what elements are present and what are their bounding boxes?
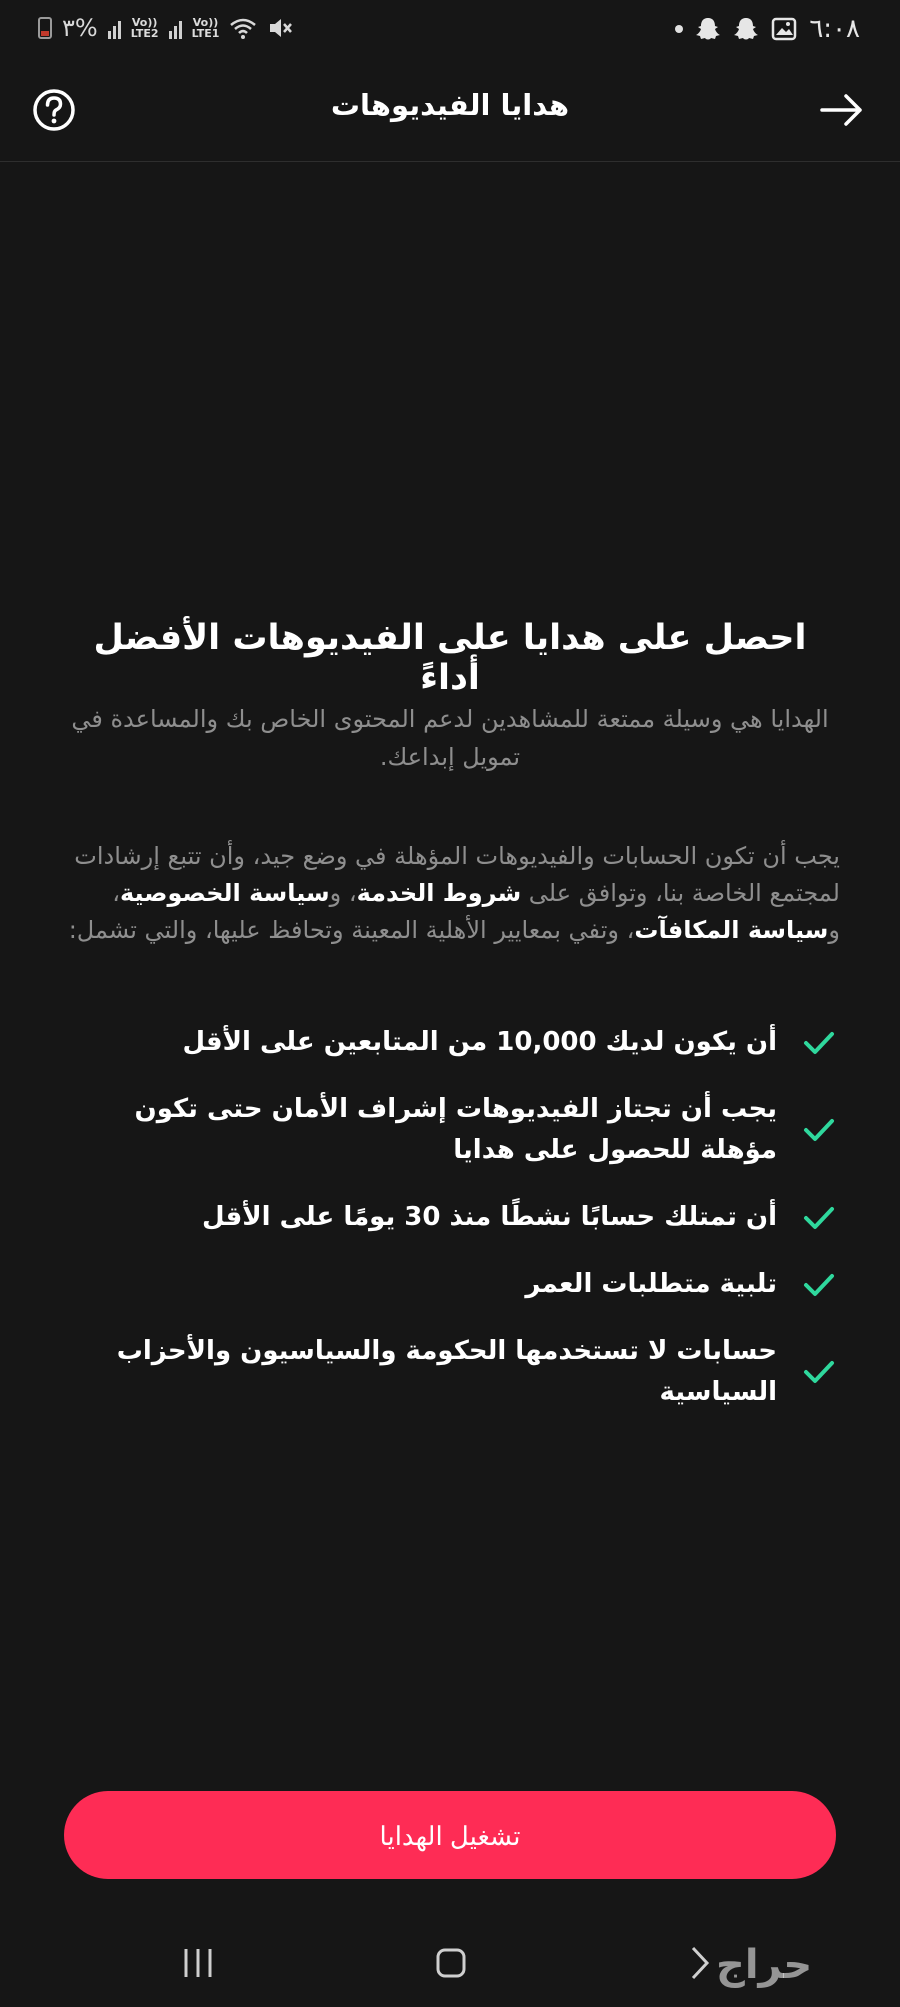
requirement-text: حسابات لا تستخدمها الحكومة والسياسيون والأحزاب السياسية: [116, 1336, 777, 1407]
mute-icon: [267, 16, 293, 40]
terms-separator: ، و: [329, 879, 357, 907]
arrow-right-icon: [818, 88, 866, 132]
notification-dot-icon: [675, 25, 683, 33]
check-icon: [803, 1030, 835, 1056]
status-bar: [0, 0, 900, 60]
terms-separator: ، و: [112, 879, 840, 944]
privacy-policy-link[interactable]: سياسة الخصوصية: [119, 879, 330, 907]
requirement-item: [60, 1089, 835, 1171]
requirement-item: [60, 1197, 835, 1238]
requirement-text: أن يكون لديك 10,000 من المتابعين على الأقل: [182, 1027, 777, 1057]
nav-back-icon[interactable]: [690, 1945, 710, 1981]
home-icon[interactable]: [435, 1947, 467, 1979]
check-icon: [803, 1117, 835, 1143]
rewards-policy-link[interactable]: سياسة المكافآت: [634, 916, 829, 944]
snapchat-icon: [695, 16, 721, 42]
requirement-text: تلبية متطلبات العمر: [525, 1269, 777, 1299]
back-button[interactable]: [818, 88, 866, 132]
status-left: [38, 14, 293, 42]
status-right: [675, 14, 860, 44]
status-time: ٦:٠٨: [809, 14, 860, 44]
check-icon: [803, 1205, 835, 1231]
wifi-icon: [229, 16, 257, 40]
battery-icon: [38, 17, 52, 39]
check-icon: [803, 1272, 835, 1298]
recent-apps-icon[interactable]: [183, 1947, 213, 1979]
gallery-icon: [771, 16, 797, 42]
intro-text: الهدايا هي وسيلة ممتعة للمشاهدين لدعم المحتوى الخاص بك والمساعدة في تمويل إبداعك.: [71, 705, 829, 771]
snapchat-icon: [733, 16, 759, 42]
requirement-text: يجب أن تجتاز الفيديوهات إشراف الأمان حتى تكون مؤهلة للحصول على هدايا: [134, 1094, 777, 1165]
network-indicator-1: Vo)) LTE1: [191, 16, 220, 40]
requirement-text: أن تمتلك حسابًا نشطًا منذ 30 يومًا على الأقل: [202, 1202, 777, 1232]
requirement-item: [60, 1022, 835, 1063]
check-icon: [803, 1359, 835, 1385]
eligibility-terms: [60, 838, 840, 949]
network-indicator-2: Vo)) LTE2: [130, 16, 159, 40]
terms-of-service-link[interactable]: شروط الخدمة: [356, 879, 522, 907]
requirement-item: [60, 1264, 835, 1305]
page-title: هدايا الفيديوهات: [330, 88, 570, 122]
signal-icon: [108, 17, 121, 39]
terms-text: يجب أن تكون الحسابات والفيديوهات المؤهلة في وضع جيد، وأن تتبع إرشادات لمجتمع الخاصة بنا، وتوافق على: [74, 842, 840, 907]
enable-gifts-button[interactable]: تشغيل الهدايا: [64, 1791, 836, 1879]
terms-text: ، وتفي بمعايير الأهلية المعينة وتحافظ عليها، والتي تشمل:: [68, 916, 635, 944]
signal-icon: [169, 17, 182, 39]
requirement-item: [60, 1331, 835, 1413]
requirements-list: [60, 1022, 835, 1439]
app-header: [0, 60, 900, 162]
battery-level: ٣%: [62, 14, 98, 42]
headline: احصل على هدايا على الفيديوهات الأفضل أداءً: [93, 618, 807, 698]
watermark-logo: حراج: [716, 1942, 813, 1988]
